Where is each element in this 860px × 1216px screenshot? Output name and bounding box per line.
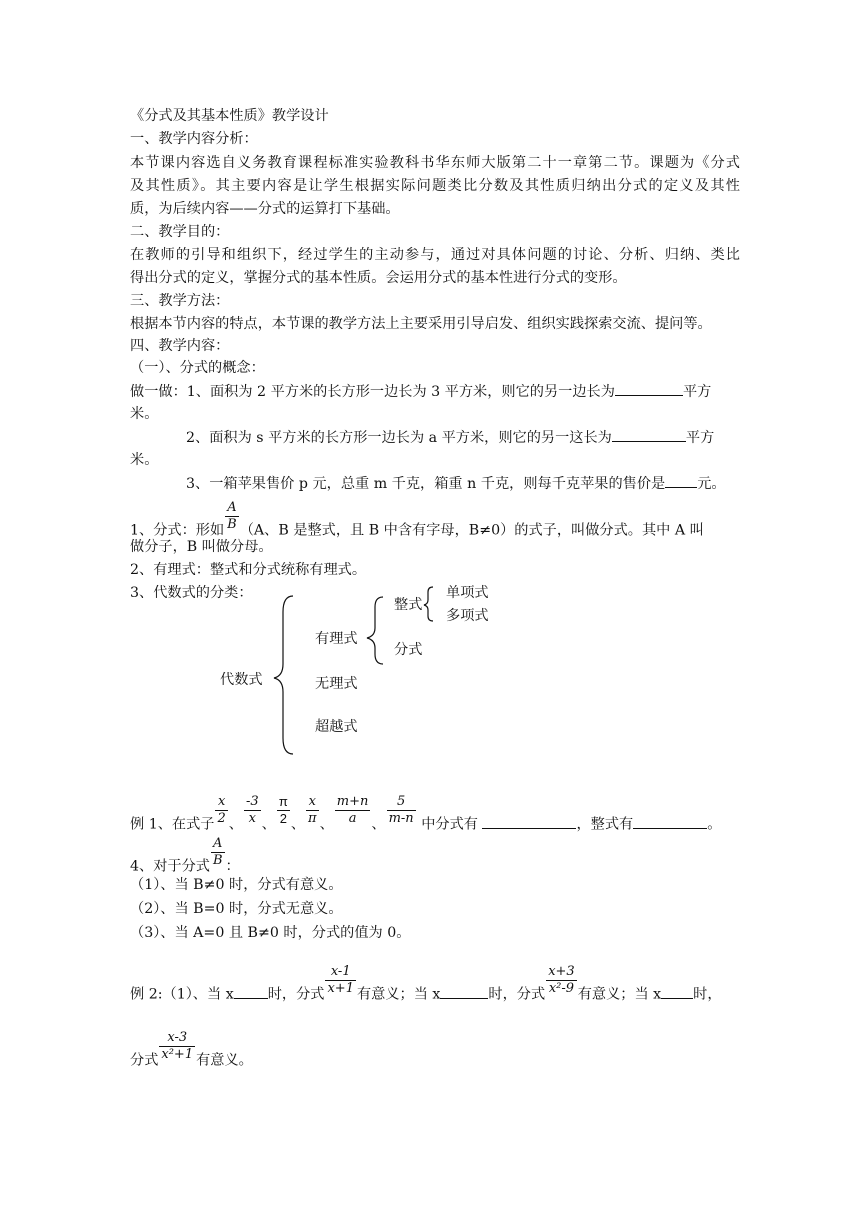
example-2-text-h: 有意义。 (196, 1052, 253, 1069)
example-2-text-f: 时， (693, 986, 722, 1003)
point-4-item-1: （1）、当 B≠0 时，分式有意义。 (130, 877, 343, 893)
example-2-text-e: 有意义；当 x (577, 986, 662, 1003)
answer-blank (661, 984, 693, 999)
section-2-line-2: 得出分式的定义，掌握分式的基本性质。会运用分式的基本性进行分式的变形。 (130, 270, 627, 286)
fraction-numerator: -3 (245, 794, 259, 809)
point-4-heading: 4、对于分式 (130, 858, 210, 875)
fraction-numerator: 5 (387, 794, 416, 811)
tree-polynomial: 多项式 (446, 608, 489, 624)
fraction-denominator: B (227, 517, 237, 532)
ex2-fraction-3 (159, 1030, 195, 1063)
example-2-line (130, 964, 742, 1011)
fraction-numerator: x (215, 794, 227, 811)
tree-irrational: 无理式 (315, 676, 358, 692)
definition-1-cont: 做分子，B 叫做分母。 (130, 539, 273, 555)
brace-large (274, 596, 293, 754)
answer-blank (482, 814, 576, 829)
fraction-denominator: x²+1 (161, 1047, 194, 1062)
example-2-text-g: 分式 (130, 1052, 159, 1069)
fraction-denominator: 2 (217, 811, 226, 826)
ex1-fraction-5 (335, 794, 371, 827)
separator: 、 (261, 816, 276, 833)
section-3-heading: 三、教学方法： (130, 293, 230, 309)
tree-integral: 整式 (394, 597, 423, 613)
tree-fractional: 分式 (394, 642, 423, 658)
fraction-numerator: x-1 (325, 964, 356, 981)
ex1-fraction-2 (244, 794, 261, 827)
ex2-fraction-2 (546, 964, 577, 997)
fraction-numerator: m+n (336, 794, 369, 809)
fraction-a-over-b (211, 836, 225, 869)
ex1-fraction-3 (277, 794, 290, 827)
example-1-mid-2: ，整式有 (576, 816, 634, 833)
section-1-line-3: 质，为后续内容——分式的运算打下基础。 (130, 201, 400, 217)
question-2-unit: 平方 (685, 430, 715, 446)
fraction-numerator: x (306, 794, 319, 811)
example-2-text-c: 有意义；当 x (356, 986, 441, 1003)
separator: 、 (371, 816, 386, 833)
definition-1-text: 1、分式：形如 (130, 522, 225, 539)
ex1-fraction-4 (306, 794, 319, 827)
example-1-mid: 中分式有 (421, 816, 478, 833)
section-2-line-1: 在教师的引导和组织下，经过学生的主动参与，通过对具体问题的讨论、分析、归纳、类比 (130, 247, 740, 263)
fraction-denominator: x+1 (327, 981, 354, 996)
answer-blank (440, 984, 488, 999)
fraction-denominator: a (348, 811, 357, 826)
question-1-cont: 米。 (130, 406, 159, 422)
fraction-denominator: m-n (388, 811, 414, 826)
ex1-fraction-6 (387, 794, 416, 827)
section-1-line-1: 本节课内容选自义务教育课程标准实验教科书华东师大版第二十一章第二节。课题为《分式 (130, 155, 740, 171)
fraction-numerator: x-3 (159, 1030, 195, 1047)
separator: 、 (319, 816, 334, 833)
example-1-end: 。 (707, 816, 722, 833)
question-1-unit: 平方 (682, 384, 712, 400)
example-2-text-a: 例 2:（1）、当 x (130, 986, 234, 1003)
example-2-text-d: 时，分式 (488, 986, 546, 1003)
example-2-text-b: 时，分式 (267, 986, 325, 1003)
point-4-item-2: （2）、当 B=0 时，分式无意义。 (130, 901, 343, 917)
section-4-heading: 四、教学内容： (130, 338, 230, 354)
separator: 、 (228, 816, 243, 833)
question-2-cont: 米。 (130, 452, 159, 468)
question-1-text: 做一做：1、面积为 2 平方米的长方形一边长为 3 平方米，则它的另一边长为 (130, 384, 615, 400)
answer-blank (633, 814, 707, 829)
fraction-numerator: π (278, 794, 288, 809)
section-2-heading: 二、教学目的： (130, 224, 230, 240)
ex2-fraction-1 (325, 964, 356, 997)
fraction-denominator: x²-9 (548, 981, 575, 996)
ex1-fraction-1 (215, 794, 227, 827)
fraction-denominator: B (212, 853, 223, 868)
question-3-unit: 元。 (697, 476, 726, 492)
question-2-text: 2、面积为 s 平方米的长方形一边长为 a 平方米，则它的另一这长为 (186, 430, 612, 446)
question-3-text: 3、一箱苹果售价 p 元，总重 m 千克，箱重 n 千克，则每千克苹果的售价是 (186, 476, 666, 492)
brace-medium (367, 597, 383, 664)
example-2-line-2 (130, 1030, 740, 1077)
brace-small (424, 587, 433, 621)
tree-monomial: 单项式 (446, 585, 489, 601)
section-1-heading: 一、教学内容分析： (130, 131, 258, 147)
section-1-line-2: 及其性质》。其主要内容是让学生根据实际问题类比分数及其性质归纳出分式的定义及其性 (130, 178, 740, 194)
definition-2: 2、有理式：整式和分式统称有理式。 (130, 562, 367, 578)
tree-rational: 有理式 (315, 631, 358, 647)
fraction-numerator: x+3 (548, 964, 575, 979)
separator: 、 (290, 816, 306, 833)
tree-transcendental: 超越式 (315, 719, 358, 735)
subsection-1-heading: （一）、分式的概念： (130, 360, 265, 376)
fraction-denominator: x (248, 811, 256, 826)
point-4-colon: ： (225, 858, 240, 875)
point-4-item-3: （3）、当 A=0 且 B≠0 时，分式的值为 0。 (130, 925, 411, 941)
fraction-denominator: π (308, 811, 317, 826)
fraction-denominator: 2 (279, 811, 287, 826)
tree-root: 代数式 (220, 672, 263, 688)
doc-title: 《分式及其基本性质》教学设计 (130, 108, 329, 124)
definition-3: 3、代数式的分类： (130, 585, 253, 601)
definition-1-text-2: （A、B 是整式，且 B 中含有字母，B≠0）的式子，叫做分式。其中 A 叫 (239, 522, 704, 539)
fraction-numerator: A (211, 836, 225, 853)
example-1-prefix: 例 1、在式子 (130, 816, 215, 833)
answer-blank (234, 984, 268, 999)
fraction-numerator: A (225, 500, 239, 517)
section-3-line-1: 根据本节内容的特点，本节课的教学方法上主要采用引导启发、组织实践探索交流、提问等。 (130, 316, 712, 332)
